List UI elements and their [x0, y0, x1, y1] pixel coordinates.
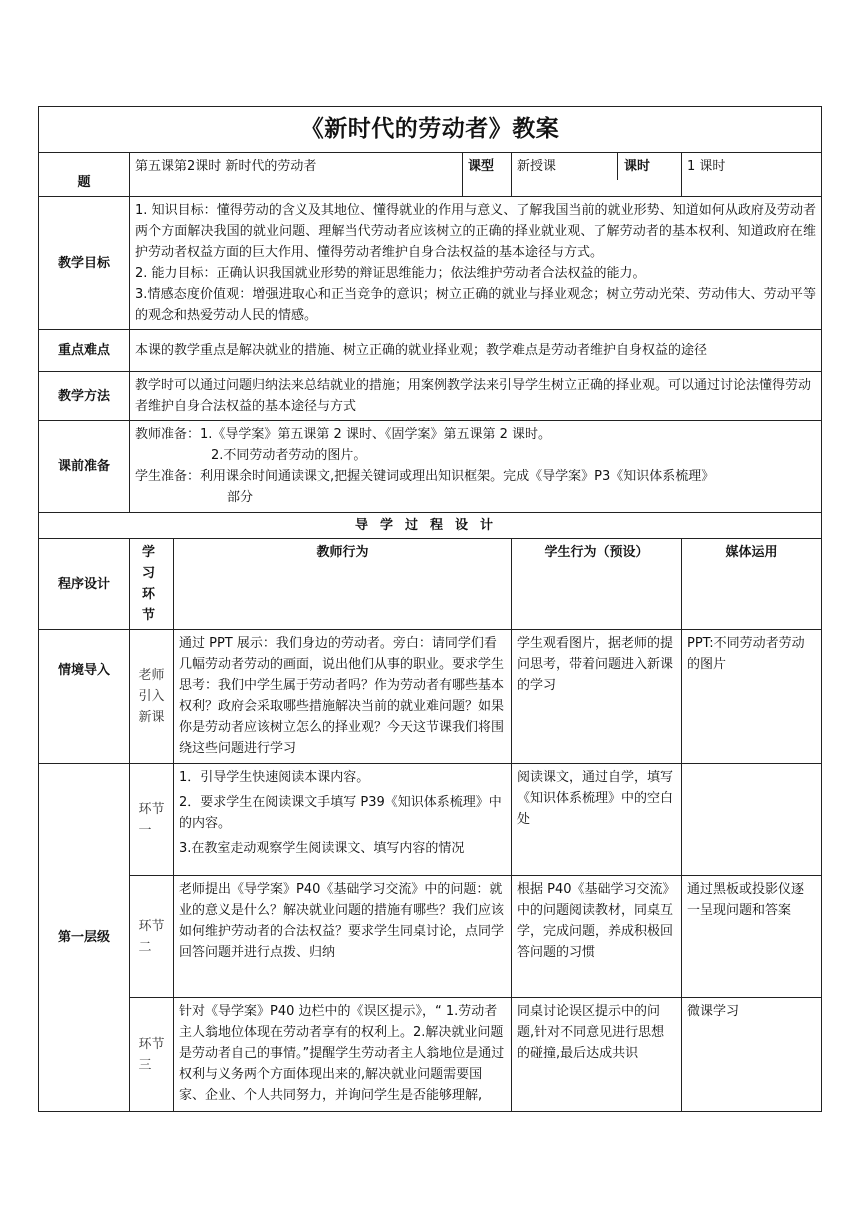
step3-stage-text: 环节三	[138, 1036, 165, 1073]
step1-teacher	[174, 764, 512, 876]
methods-label: 教学方法	[39, 372, 130, 421]
step2-student: 根据 P40《基础学习交流》中的问题阅读教材，同桌互学，完成问题，养成积极回答问题的习惯	[512, 876, 682, 998]
intro-teacher: 通过 PPT 展示：我们身边的劳动者。旁白：请同学们看几幅劳动者劳动的画面，说出他们从事的职业。要求学生思考：我们中学生属于劳动者吗？作为劳动者有哪些基本权利？政府会采取哪些措施解决当前的就业难问题？如果你是劳动者应该树立怎么的择业观？今天这节课我们将围绕这些问题进行学习	[174, 630, 512, 764]
type-value-text: 新授课	[517, 159, 557, 174]
preparation-content	[130, 421, 822, 513]
teacher-prep-line: 教师准备：1.《导学案》第五课第 2 课时、《固学案》第五课第 2 课时。	[135, 427, 551, 442]
topic-label: 题	[39, 153, 130, 197]
objective-item: 1. 知识目标：懂得劳动的含义及其地位、懂得就业的作用与意义、了解我国当前的就业形势、知道如何从政府及劳动者两个方面解决我国的就业问题、理解当代劳动者应该树立的正确的择业就业观、了解劳动者的基本权利、知道政府在维护劳动者权益方面的巨大作用、懂得劳动者维护自身合法权益的基本途径与方式。	[135, 203, 816, 260]
header-teacher: 教师行为	[174, 539, 512, 630]
lesson-plan-table	[38, 106, 822, 1112]
header-program: 程序设计	[39, 539, 130, 630]
step3-teacher: 针对《导学案》P40 边栏中的《误区提示》，“ 1.劳动者主人翁地位体现在劳动者享有的权利上。2.解决就业问题是劳动者自己的事情。”提醒学生劳动者主人翁地位是通过权利与义务两个方面体现出来的,解决就业问题需要国家、企业、个人共同努力，并询问学生是否能够理解,	[174, 998, 512, 1112]
step3-stage	[130, 998, 174, 1112]
preparation-label: 课前准备	[39, 421, 130, 513]
teacher-prep-line: 2.不同劳动者劳动的图片。	[211, 448, 367, 463]
topic-value: 第五课第2课时 新时代的劳动者	[130, 153, 463, 197]
intro-stage-text: 老师引入新课	[138, 668, 165, 725]
intro-student: 学生观看图片，据老师的提问思考，带着问题进入新课的学习	[512, 630, 682, 764]
step1-teacher-line: 1．引导学生快速阅读本课内容。	[179, 770, 370, 785]
step2-stage-text: 环节二	[138, 918, 165, 955]
objectives-content	[130, 197, 822, 330]
key-points-text: 本课的教学重点是解决就业的措施、树立正确的就业择业观；教学难点是劳动者维护自身权益的途径	[130, 330, 822, 372]
intro-program: 情境导入	[39, 630, 130, 764]
objective-item: 2. 能力目标：正确认识我国就业形势的辩证思维能力；依法维护劳动者合法权益的能力。	[135, 266, 646, 281]
type-value	[512, 153, 682, 197]
step3-media: 微课学习	[682, 998, 822, 1112]
hours-value: 1 课时	[682, 153, 822, 197]
level1-program: 第一层级	[39, 764, 130, 1112]
key-points-label: 重点难点	[39, 330, 130, 372]
student-prep-line: 部分	[227, 490, 254, 505]
type-label: 课型	[463, 153, 512, 197]
methods-text: 教学时可以通过问题归纳法来总结就业的措施；用案例教学法来引导学生树立正确的择业观。可以通过讨论法懂得劳动者维护自身合法权益的基本途径与方式	[130, 372, 822, 421]
step2-teacher: 老师提出《导学案》P40《基础学习交流》中的问题：就业的意义是什么？解决就业问题的措施有哪些？我们应该如何维护劳动者的合法权益？要求学生同桌讨论，点同学回答问题并进行点拨、归纳	[174, 876, 512, 998]
page-title: 《新时代的劳动者》教案	[39, 107, 822, 153]
step2-stage	[130, 876, 174, 998]
step1-teacher-line: 3.在教室走动观察学生阅读课文、填写内容的情况	[179, 841, 465, 856]
step3-student: 同桌讨论误区提示中的问题,针对不同意见进行思想的碰撞,最后达成共识	[512, 998, 682, 1112]
step1-teacher-line: 2．要求学生在阅读课文手填写 P39《知识体系梳理》中的内容。	[179, 795, 502, 831]
header-media: 媒体运用	[682, 539, 822, 630]
intro-stage	[130, 630, 174, 764]
intro-media: PPT:不同劳动者劳动的图片	[682, 630, 822, 764]
hours-label: 课时	[617, 153, 664, 180]
header-student: 学生行为（预设）	[512, 539, 682, 630]
step2-media: 通过黑板或投影仪逐一呈现问题和答案	[682, 876, 822, 998]
objectives-label: 教学目标	[39, 197, 130, 330]
step1-student: 阅读课文，通过自学，填写《知识体系梳理》中的空白处	[512, 764, 682, 876]
header-stage: 学习环节	[130, 539, 174, 630]
step1-stage	[130, 764, 174, 876]
step1-media	[682, 764, 822, 876]
step1-stage-text: 环节一	[138, 801, 165, 838]
objective-item: 3.情感态度价值观：增强进取心和正当竞争的意识；树立正确的就业与择业观念；树立劳动光荣、劳动伟大、劳动平等的观念和热爱劳动人民的情感。	[135, 287, 816, 323]
process-heading: 导学过程设计	[39, 513, 822, 539]
student-prep-line: 学生准备：利用课余时间通读课文,把握关键词或理出知识框架。完成《导学案》P3《知识体系梳理》	[135, 469, 715, 484]
